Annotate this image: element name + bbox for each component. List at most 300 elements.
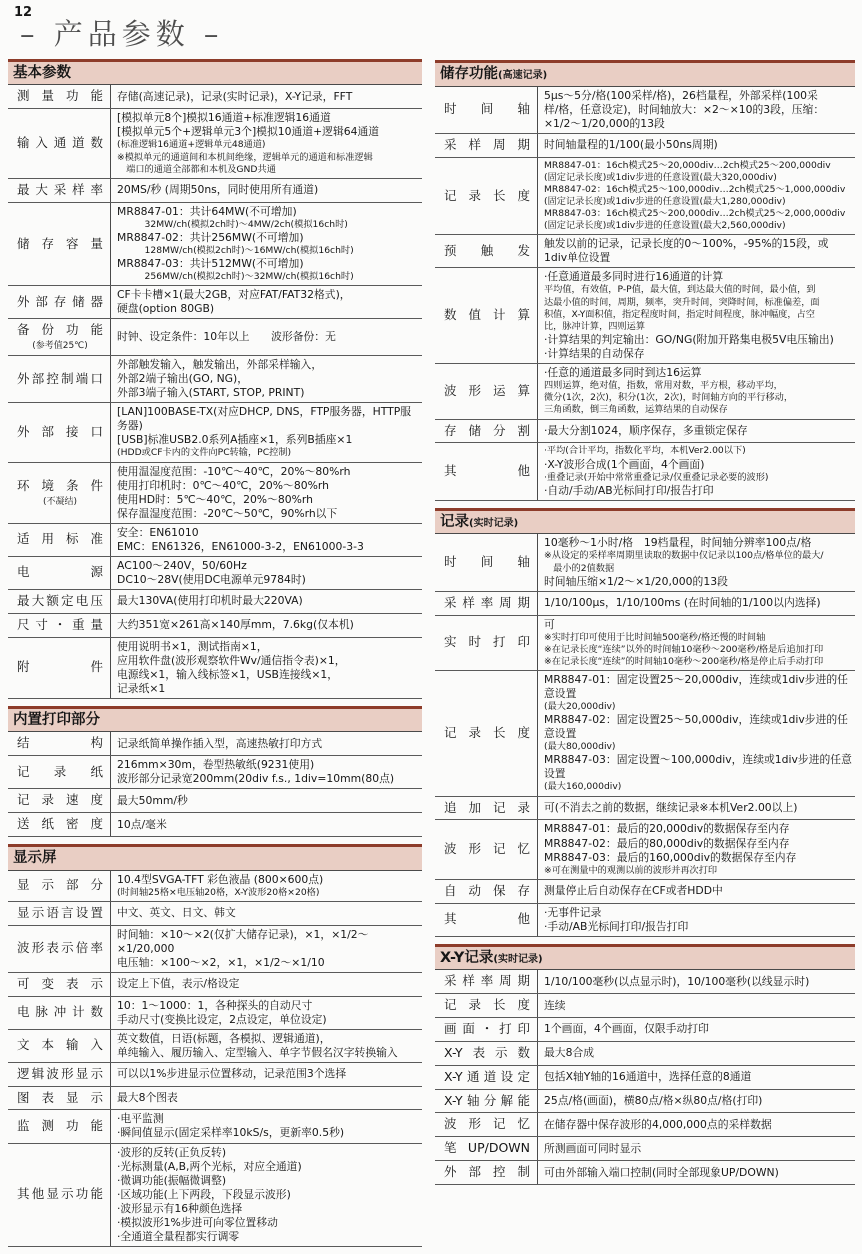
spec-value-line: 最大130VA(使用打印机时最大220VA) xyxy=(117,594,303,608)
two-column-layout xyxy=(8,19,855,1254)
spec-value xyxy=(111,614,422,637)
spec-row xyxy=(8,756,422,789)
spec-label-text: 自动保存 xyxy=(444,882,530,898)
spec-label xyxy=(8,902,111,925)
spec-row xyxy=(8,203,422,287)
section-title: 基本参数 xyxy=(13,64,71,81)
spec-row xyxy=(8,319,422,356)
spec-label xyxy=(8,1087,111,1110)
spec-row xyxy=(435,268,855,364)
spec-value-line: 32MW/ch(模拟2ch时)～4MW/2ch(模拟16ch时) xyxy=(117,218,348,230)
spec-row xyxy=(8,1087,422,1111)
spec-row xyxy=(435,616,855,671)
spec-label xyxy=(8,557,111,589)
spec-row xyxy=(8,356,422,403)
spec-value-line: ·无事件记录 xyxy=(544,905,602,919)
spec-section xyxy=(435,60,855,501)
spec-label-text: 笔UP/DOWN xyxy=(444,1140,530,1156)
spec-value-line: 包括X轴Y轴的16通道中，选择任意的8通道 xyxy=(544,1070,752,1084)
spec-value xyxy=(111,638,422,698)
spec-value-line: 外部触发输入，触发输出，外部采样输入， xyxy=(117,358,323,372)
spec-value xyxy=(111,789,422,812)
spec-row xyxy=(435,592,855,616)
spec-label-text: 最大额定电压 xyxy=(17,592,103,608)
spec-value xyxy=(111,403,422,461)
spec-row xyxy=(8,1030,422,1063)
spec-label xyxy=(8,356,111,402)
spec-value-line: 单纯输入、履历输入、定型输入、单字节假名汉字转换输入 xyxy=(117,1045,398,1059)
spec-label xyxy=(435,1137,538,1160)
spec-value xyxy=(538,1090,855,1113)
spec-value-line: 可由外部输入端口控制(同时全部现象UP/DOWN) xyxy=(544,1165,779,1179)
spec-value-line: ·计算结果的自动保存 xyxy=(544,347,645,361)
spec-value-line: 256MW/ch(模拟2ch时)～32MW/ch(模拟16ch时) xyxy=(117,271,354,283)
spec-value xyxy=(538,1066,855,1089)
spec-value xyxy=(538,880,855,903)
spec-value-line: 所测画面可同时显示 xyxy=(544,1141,642,1155)
spec-value-line: 1/10/100μs，1/10/100ms (在时间轴的1/100以内选择) xyxy=(544,596,821,610)
spec-value-line: ※在记录长度“连续”以外的时间轴10毫秒～200毫秒/格是后追加打印 xyxy=(544,643,824,655)
spec-value xyxy=(538,268,855,363)
spec-row xyxy=(435,994,855,1018)
section-title: 内置打印部分 xyxy=(13,711,100,728)
spec-value-line: AC100～240V，50/60Hz xyxy=(117,558,247,572)
spec-row xyxy=(8,638,422,699)
spec-value-line: ·计算结果的判定输出：GO/NG(附加开路集电极5V电压输出) xyxy=(544,333,834,347)
section-header xyxy=(435,508,855,535)
spec-label xyxy=(8,756,111,788)
spec-value-line: 1/10/100毫秒(以点显示时)，10/100毫秒(以线显示时) xyxy=(544,974,810,988)
spec-value xyxy=(538,534,855,590)
spec-row xyxy=(435,87,855,134)
spec-value-line: 最大50mm/秒 xyxy=(117,793,188,807)
spec-label-text: 预触发 xyxy=(444,242,530,258)
spec-value-line: ·平均(合计平均，指数化平均，本机Ver2.00以下) xyxy=(544,445,746,457)
spec-label-text: 适用标准 xyxy=(17,531,103,547)
spec-value-line: 积值，X-Y面积值，指定程度时间，指定时间程度，脉冲幅度，占空 xyxy=(544,308,815,320)
spec-label xyxy=(8,1063,111,1086)
spec-row xyxy=(435,158,855,236)
spec-value-line: 三角函数，倒三角函数，运算结果的自动保存 xyxy=(544,404,728,416)
spec-value xyxy=(538,994,855,1017)
spec-value-line: 英文数值，日语(标题，各模拟、逻辑通道)， xyxy=(117,1031,331,1045)
spec-row xyxy=(435,235,855,268)
spec-label-text: 波形记忆 xyxy=(444,841,530,857)
spec-row xyxy=(435,1137,855,1161)
spec-label-text: 其他 xyxy=(444,463,530,479)
spec-value-line: MR8847-03：固定设置～100,000div，连续或1div步进的任意设置 xyxy=(544,753,852,781)
spec-value xyxy=(538,158,855,235)
spec-row xyxy=(8,179,422,203)
spec-value-line: 5μs～5分/格(100采样/格)，26档量程，外部采样(100采 xyxy=(544,88,818,102)
spec-value-line: 触发以前的记录，记录长度的0～100%，-95%的15段，或 xyxy=(544,237,829,251)
spec-row xyxy=(435,904,855,937)
spec-label xyxy=(435,1090,538,1113)
spec-row xyxy=(8,997,422,1030)
spec-value-line: (标准逻辑16通道+逻辑单元48通道) xyxy=(117,139,266,151)
spec-value-line: (固定记录长度)或1div步进的任意设置(最大2,560,000div) xyxy=(544,220,786,232)
spec-value-line: 10毫秒～1小时/格 19档量程，时间轴分辨率100点/格 xyxy=(544,536,812,550)
spec-label xyxy=(435,970,538,993)
spec-label xyxy=(8,403,111,461)
section-header xyxy=(8,59,422,86)
spec-label-text: 环境条件 xyxy=(17,477,103,493)
spec-value-line: 最小的2值数据 xyxy=(544,562,615,574)
spec-row xyxy=(8,286,422,319)
spec-value-line: 1个画面，4个画面，仅限手动打印 xyxy=(544,1022,709,1036)
spec-value xyxy=(538,616,855,670)
spec-row xyxy=(435,797,855,821)
spec-row xyxy=(435,970,855,994)
spec-value xyxy=(111,85,422,108)
spec-label-text: 图表显示 xyxy=(17,1089,103,1105)
spec-row xyxy=(435,1090,855,1114)
spec-value-line: EMC：EN61326，EN61000-3-2，EN61000-3-3 xyxy=(117,539,364,553)
spec-value-line: ·重叠记录(开始中常常重叠记录/仅重叠记录必要的波形) xyxy=(544,471,769,483)
spec-value xyxy=(538,1113,855,1136)
spec-value-line: MR8847-01：最后的20,000div的数据保存至内存 xyxy=(544,822,790,836)
left-column xyxy=(8,19,422,1254)
spec-value-line: 在储存器中保存波形的4,000,000点的采样数据 xyxy=(544,1117,772,1131)
spec-label xyxy=(435,1113,538,1136)
spec-value xyxy=(538,420,855,443)
section-title: 储存功能 xyxy=(440,66,498,82)
spec-value xyxy=(111,557,422,589)
right-column xyxy=(435,60,855,1192)
spec-value-line: 10点/毫米 xyxy=(117,817,167,831)
spec-value-line: ·手动/AB光标间打印/报告打印 xyxy=(544,919,689,933)
section-title: 显示屏 xyxy=(13,849,57,866)
spec-value-line: 端口的通道全部都和本机及GND共通 xyxy=(117,163,276,175)
spec-label-text: 监测功能 xyxy=(17,1118,103,1134)
page-title: – 产品参数 – xyxy=(20,17,224,51)
spec-label-text: 储存容量 xyxy=(17,235,103,251)
spec-row xyxy=(435,1066,855,1090)
spec-row xyxy=(435,820,855,879)
spec-value-line: ※实时打印可使用于比时间轴500毫秒/格还慢的时间轴 xyxy=(544,631,766,643)
spec-value-line: 216mm×30m，卷型热敏纸(9231使用) xyxy=(117,758,315,772)
spec-value-line: MR8847-03：最后的160,000div的数据保存至内存 xyxy=(544,850,797,864)
spec-row xyxy=(435,880,855,904)
spec-row xyxy=(435,1161,855,1185)
spec-row xyxy=(8,1110,422,1143)
spec-label xyxy=(435,1018,538,1041)
spec-value xyxy=(111,286,422,318)
spec-label-text: 外部存储器 xyxy=(17,293,103,309)
spec-value-line: MR8847-02：16ch模式25～100,000div…2ch模式25～1,000,000div xyxy=(544,183,846,195)
spec-value xyxy=(111,1063,422,1086)
spec-row xyxy=(8,463,422,524)
spec-label xyxy=(8,109,111,177)
spec-value-line: MR8847-03：共计512MW(不可增加) xyxy=(117,257,304,271)
spec-label-text: 波形运算 xyxy=(444,382,530,398)
spec-value-line: 安全：EN61010 xyxy=(117,525,199,539)
spec-value-line: ·微调功能(振幅微调整) xyxy=(117,1173,227,1187)
spec-value-line: [模拟单元5个+逻辑单元3个]模拟10通道+逻辑64通道 xyxy=(117,125,380,139)
spec-value xyxy=(111,1110,422,1142)
spec-label xyxy=(435,1042,538,1065)
spec-label-text: X-Y表示数 xyxy=(444,1044,530,1060)
spec-value-line: MR8847-01：16ch模式25～20,000div…2ch模式25～200,000div xyxy=(544,159,831,171)
spec-label-text: 记录速度 xyxy=(17,792,103,808)
spec-value-line: (最大160,000div) xyxy=(544,781,622,793)
spec-row xyxy=(8,557,422,590)
spec-value-line: 最大8个图表 xyxy=(117,1090,178,1104)
spec-value-line: ·波形的反转(正负反转) xyxy=(117,1145,227,1159)
spec-value-line: ×1/2～1/20,000的13段 xyxy=(544,116,665,130)
spec-label xyxy=(435,1161,538,1184)
spec-label-note: (参考值25℃) xyxy=(32,341,88,352)
spec-value-line: 时间轴：×10～×2(仅扩大储存记录)，×1，×1/2～×1/20,000 xyxy=(117,927,369,955)
spec-label xyxy=(435,994,538,1017)
spec-label xyxy=(8,973,111,996)
spec-value xyxy=(111,732,422,755)
spec-label xyxy=(8,203,111,286)
spec-value-line: MR8847-02：最后的80,000div的数据保存至内存 xyxy=(544,836,790,850)
spec-label-text: 外部控制 xyxy=(444,1164,530,1180)
spec-label xyxy=(8,463,111,523)
spec-label-text: 记录长度 xyxy=(444,187,530,203)
spec-value-line: 电源线×1，输入线标签×1，USB连接线×1， xyxy=(117,667,339,681)
spec-label-note: (不凝结) xyxy=(42,496,78,507)
spec-section xyxy=(8,844,422,1247)
spec-value-line: 手动尺寸(变换比设定，2点设定，单位设定) xyxy=(117,1012,327,1026)
spec-value-line: ※在记录长度“连续”的时间轴10毫秒～200毫秒/格是停止后手动打印 xyxy=(544,655,824,667)
spec-label xyxy=(8,997,111,1029)
spec-row xyxy=(8,813,422,837)
spec-value-line: 可以以1%步进显示位置移动，记录范围3个选择 xyxy=(117,1067,347,1081)
spec-label xyxy=(435,420,538,443)
spec-value xyxy=(111,203,422,286)
spec-value-line: 测量停止后自动保存在CF或者HDD中 xyxy=(544,884,723,898)
spec-label-text: 记录长度 xyxy=(444,997,530,1013)
spec-label xyxy=(435,820,538,878)
spec-value-line: 25点/格(画面)，横80点/格×纵80点/格(打印) xyxy=(544,1094,763,1108)
spec-label xyxy=(8,590,111,613)
section-header xyxy=(8,844,422,871)
spec-value xyxy=(538,443,855,499)
spec-value-line: 10：1～1000：1，各种探头的自动尺寸 xyxy=(117,998,313,1012)
spec-label xyxy=(435,534,538,590)
spec-row xyxy=(435,1042,855,1066)
spec-value-line: 波形部分记录宽200mm(20div f.s., 1div=10mm(80点) xyxy=(117,772,395,786)
spec-value-line: (固定记录长度)或1div步进的任意设置(最大320,000div) xyxy=(544,171,777,183)
spec-label-text: 追加记录 xyxy=(444,799,530,815)
spec-value-line: 时钟、设定条件：10年以上 波形备份：无 xyxy=(117,330,336,344)
spec-value-line: 四则运算，绝对值，指数，常用对数，平方根，移动平均， xyxy=(544,380,783,392)
spec-value-line: 存储(高速记录)，记录(实时记录)，X-Y记录，FFT xyxy=(117,89,353,103)
section-title: 记录 xyxy=(440,513,469,530)
section-header xyxy=(435,60,855,87)
spec-label-text: 存储分割 xyxy=(444,422,530,438)
spec-row xyxy=(8,590,422,614)
spec-value-line: [LAN]100BASE-TX(对应DHCP, DNS，FTP服务器，HTTP服务器) xyxy=(117,405,412,433)
spec-value xyxy=(111,997,422,1029)
spec-label xyxy=(8,1144,111,1246)
spec-label xyxy=(8,319,111,355)
spec-row xyxy=(435,1018,855,1042)
spec-value xyxy=(538,364,855,418)
spec-value xyxy=(538,904,855,936)
spec-value-line: 连续 xyxy=(544,998,566,1012)
spec-value-line: ·光标测量(A,B,两个光标，对应全通道) xyxy=(117,1159,302,1173)
spec-label xyxy=(8,813,111,836)
spec-value-line: ·任意的通道最多同时到达16运算 xyxy=(544,366,702,380)
spec-value-line: 20MS/秒 (周期50ns，同时使用所有通道) xyxy=(117,183,319,197)
section-header xyxy=(435,944,855,971)
spec-value xyxy=(111,463,422,523)
spec-value-line: 应用软件盘(波形观察软件Wv/通信指令表)×1， xyxy=(117,653,346,667)
spec-value xyxy=(111,902,422,925)
spec-label-text: 测量功能 xyxy=(17,88,103,104)
spec-value-line: 中文、英文、日文、韩文 xyxy=(117,906,236,920)
spec-label xyxy=(8,286,111,318)
section-title-note: (实时记录) xyxy=(493,953,543,965)
spec-value xyxy=(538,797,855,820)
spec-value xyxy=(111,319,422,355)
spec-label-text: X-Y轴分解能 xyxy=(444,1092,530,1108)
spec-label-text: 附件 xyxy=(17,659,103,675)
spec-label-text: 送纸密度 xyxy=(17,816,103,832)
spec-value-line: 使用温湿度范围：-10℃～40℃，20%～80%rh xyxy=(117,464,351,478)
spec-value-line: 使用HD时：5℃～40℃，20%～80%rh xyxy=(117,492,313,506)
spec-label xyxy=(435,671,538,796)
spec-value-line: MR8847-02：共计256MW(不可增加) xyxy=(117,230,304,244)
spec-label xyxy=(8,524,111,556)
spec-value-line: CF卡卡槽×1(最大2GB，对应FAT/FAT32格式)， xyxy=(117,288,351,302)
spec-label xyxy=(8,1030,111,1062)
spec-value xyxy=(538,134,855,157)
spec-row xyxy=(8,926,422,973)
spec-label xyxy=(8,871,111,901)
spec-value-line: 可 xyxy=(544,617,555,631)
spec-label xyxy=(435,268,538,363)
spec-label-text: 显示语言设置 xyxy=(17,904,103,920)
spec-section xyxy=(8,706,422,837)
spec-row xyxy=(8,789,422,813)
spec-value-line: ·全通道全量程都实行调零 xyxy=(117,1229,240,1243)
spec-value xyxy=(111,973,422,996)
spec-label-text: 时间轴 xyxy=(444,101,530,117)
spec-value xyxy=(538,1161,855,1184)
spec-value-line: (固定记录长度)或1div步进的任意设置(最大1,280,000div) xyxy=(544,195,786,207)
page-number: 12 xyxy=(14,5,33,20)
spec-value-line: 平均值，有效值，P-P值，最大值，到达最大值的时间，最小值，到 xyxy=(544,284,816,296)
spec-row xyxy=(8,524,422,557)
spec-value-line: ·模拟波形1%步进可向零位置移动 xyxy=(117,1215,278,1229)
spec-value-line: ※模拟单元的通道间和本机间绝缘，逻辑单元的通道和标准逻辑 xyxy=(117,151,373,163)
spec-label xyxy=(435,134,538,157)
spec-value xyxy=(111,1087,422,1110)
spec-label-text: 采样周期 xyxy=(444,136,530,152)
spec-value-line: 硬盘(option 80GB) xyxy=(117,302,215,316)
spec-label-text: 电源 xyxy=(17,564,103,580)
spec-value xyxy=(111,871,422,901)
spec-value xyxy=(538,820,855,878)
spec-value-line: 记录纸简单操作插入型，高速热敏打印方式 xyxy=(117,736,323,750)
spec-value-line: 10.4型SVGA-TFT 彩色液晶 (800×600点) xyxy=(117,872,324,886)
spec-value-line: ·任意通道最多同时进行16通道的计算 xyxy=(544,270,724,284)
spec-value-line: 电压轴：×100～×2，×1，×1/2～×1/10 xyxy=(117,955,325,969)
spec-label xyxy=(435,797,538,820)
spec-value-line: 外部2端子输出(GO, NG)， xyxy=(117,372,249,386)
spec-row xyxy=(8,109,422,178)
spec-value-line: MR8847-03：16ch模式25～200,000div…2ch模式25～2,000,000div xyxy=(544,208,846,220)
spec-row xyxy=(8,973,422,997)
spec-value-line: 保存温湿度范围：-20℃～50℃，90%rh以下 xyxy=(117,506,338,520)
spec-section xyxy=(435,508,855,937)
spec-value xyxy=(538,1018,855,1041)
spec-value-line: 时间轴量程的1/100(最小50ns周期) xyxy=(544,138,718,152)
spec-value-line: ※可在测量中的观测以前的波形并再次打印 xyxy=(544,864,718,876)
spec-label-text: 外部控制端口 xyxy=(17,370,103,386)
spec-value xyxy=(111,179,422,202)
spec-label xyxy=(435,592,538,615)
spec-value-line: DC10～28V(使用DC电源单元9784时) xyxy=(117,572,306,586)
spec-value-line: ※从设定的采样率周期里读取的数据中仅记录以100点/格单位的最大/ xyxy=(544,550,824,562)
spec-label xyxy=(8,179,111,202)
spec-label-text: 可变表示 xyxy=(17,975,103,991)
spec-value xyxy=(111,1030,422,1062)
spec-value-line: MR8847-01：固定设置25～20,000div，连续或1div步进的任意设置 xyxy=(544,673,848,701)
spec-value-line: (最大80,000div) xyxy=(544,741,616,753)
spec-row xyxy=(8,614,422,638)
spec-value-line: (最大20,000div) xyxy=(544,701,616,713)
spec-value-line: 大约351宽×261高×140厚mm，7.6kg(仅本机) xyxy=(117,618,354,632)
spec-label xyxy=(435,880,538,903)
spec-label-text: 波形表示倍率 xyxy=(17,940,103,956)
spec-value-line: 最大8合成 xyxy=(544,1046,595,1060)
spec-value xyxy=(111,1144,422,1246)
spec-label-text: 其他 xyxy=(444,911,530,927)
spec-value-line: 外部3端子输入(START, STOP, PRINT) xyxy=(117,386,305,400)
spec-value-line: 记录纸×1 xyxy=(117,681,166,695)
spec-value-line: 使用打印机时：0℃～40℃，20%～80%rh xyxy=(117,478,329,492)
spec-value xyxy=(538,671,855,796)
section-title-note: (实时记录) xyxy=(469,517,519,529)
spec-label-text: 最大采样率 xyxy=(17,181,103,197)
spec-value-line: ·自动/手动/AB光标间打印/报告打印 xyxy=(544,483,714,497)
spec-value-line: 可(不消去之前的数据，继续记录※本机Ver2.00以上) xyxy=(544,801,798,815)
spec-value-line: 128MW/ch(模拟2ch时)～16MW/ch(模拟16ch时) xyxy=(117,244,354,256)
spec-value xyxy=(111,590,422,613)
spec-value xyxy=(111,926,422,972)
spec-value-line: (HDD或CF卡内的文件向PC转输，PC控制) xyxy=(117,447,292,459)
spec-label xyxy=(8,789,111,812)
spec-label-text: 其他显示功能 xyxy=(17,1186,103,1202)
spec-value xyxy=(538,87,855,133)
spec-label-text: 显示部分 xyxy=(17,877,103,893)
spec-value-line: 时间轴压缩×1/2～×1/20,000的13段 xyxy=(544,574,728,588)
spec-label xyxy=(435,1066,538,1089)
spec-label-text: 时间轴 xyxy=(444,554,530,570)
section-header xyxy=(8,706,422,733)
spec-value xyxy=(538,970,855,993)
spec-label xyxy=(435,364,538,418)
spec-value xyxy=(111,356,422,402)
spec-section xyxy=(435,944,855,1185)
spec-value-line: 样/格，任意设定)，时间轴放大：×2～×10的3段，压缩： xyxy=(544,102,825,116)
spec-value-line: ·区域功能(上下两段，下段显示波形) xyxy=(117,1187,291,1201)
spec-label-text: 结构 xyxy=(17,735,103,751)
spec-label-text: 逻辑波形显示 xyxy=(17,1065,103,1081)
spec-label-text: 波形记忆 xyxy=(444,1116,530,1132)
right-column-sections xyxy=(435,60,855,1185)
spec-label-text: 数值计算 xyxy=(444,307,530,323)
spec-value-line: 微分(1次，2次)，积分(1次，2次)，时间轴方向的平行移动， xyxy=(544,392,794,404)
left-column-sections xyxy=(8,59,422,1247)
spec-label xyxy=(435,87,538,133)
